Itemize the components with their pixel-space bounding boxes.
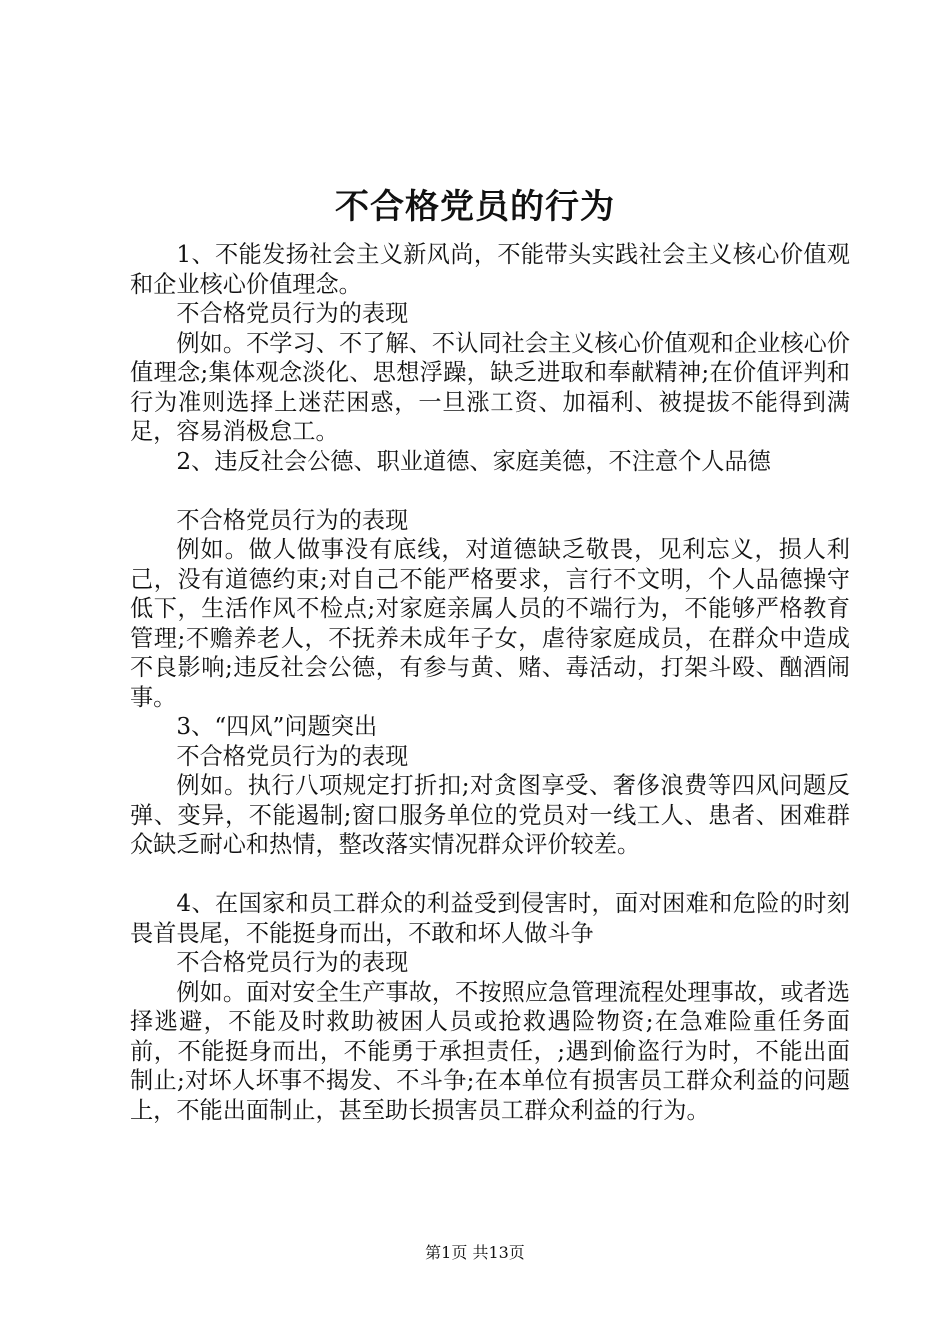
blank-line	[130, 476, 850, 506]
paragraph-item-2-example: 例如。做人做事没有底线，对道德缺乏敬畏，见利忘义，损人利己，没有道德约束;对自己不能严格要求，言行不文明，个人品德操守低下，生活作风不检点;对家庭亲属人员的不端行为，不能够严格教育管理;不赡养老人，不抚养未成年子女，虐待家庭成员，在群众中造成不良影响;违反社会公德，有参与黄、赌、毒活动，打架斗殴、酗酒闹事。	[130, 536, 850, 711]
paragraph-item-4-example: 例如。面对安全生产事故，不按照应急管理流程处理事故，或者选择逃避，不能及时救助被困人员或抢救遇险物资;在急难险重任务面前，不能挺身而出，不能勇于承担责任，;遇到偷盗行为时，不能出面制止;对坏人坏事不揭发、不斗争;在本单位有损害员工群众利益的问题上，不能出面制止，甚至助长损害员工群众利益的行为。	[130, 978, 850, 1124]
paragraph-item-1-subheading: 不合格党员行为的表现	[176, 300, 409, 327]
page-footer: 第1页 共13页	[425, 1243, 525, 1262]
document-body	[130, 240, 850, 1125]
paragraph-item-4: 4、在国家和员工群众的利益受到侵害时，面对困难和危险的时刻畏首畏尾，不能挺身而出，不敢和坏人做斗争	[130, 890, 850, 947]
paragraph-item-1-example: 例如。不学习、不了解、不认同社会主义核心价值观和企业核心价值理念;集体观念淡化、思想浮躁，缺乏进取和奉献精神;在价值评判和行为准则选择上迷茫困惑，一旦涨工资、加福利、被提拔不能得到满足，容易消极怠工。	[130, 329, 850, 445]
paragraph-item-2-subheading: 不合格党员行为的表现	[176, 506, 409, 534]
paragraph-item-3: 3、“四风”问题突出	[176, 713, 378, 740]
paragraph-item-3-example: 例如。执行八项规定打折扣;对贪图享受、奢侈浪费等四风问题反弹、变异，不能遏制;窗口服务单位的党员对一线工人、患者、困难群众缺乏耐心和热情，整改落实情况群众评价较差。	[130, 772, 850, 858]
document-title: 不合格党员的行为	[335, 187, 615, 227]
paragraph-item-3-subheading: 不合格党员行为的表现	[176, 742, 409, 770]
paragraph-item-4-subheading: 不合格党员行为的表现	[176, 949, 409, 976]
blank-line	[130, 860, 850, 890]
paragraph-item-2: 2、违反社会公德、职业道德、家庭美德，不注意个人品德	[176, 447, 771, 475]
paragraph-item-1: 1、不能发扬社会主义新风尚，不能带头实践社会主义核心价值观和企业核心价值理念。	[130, 241, 850, 298]
